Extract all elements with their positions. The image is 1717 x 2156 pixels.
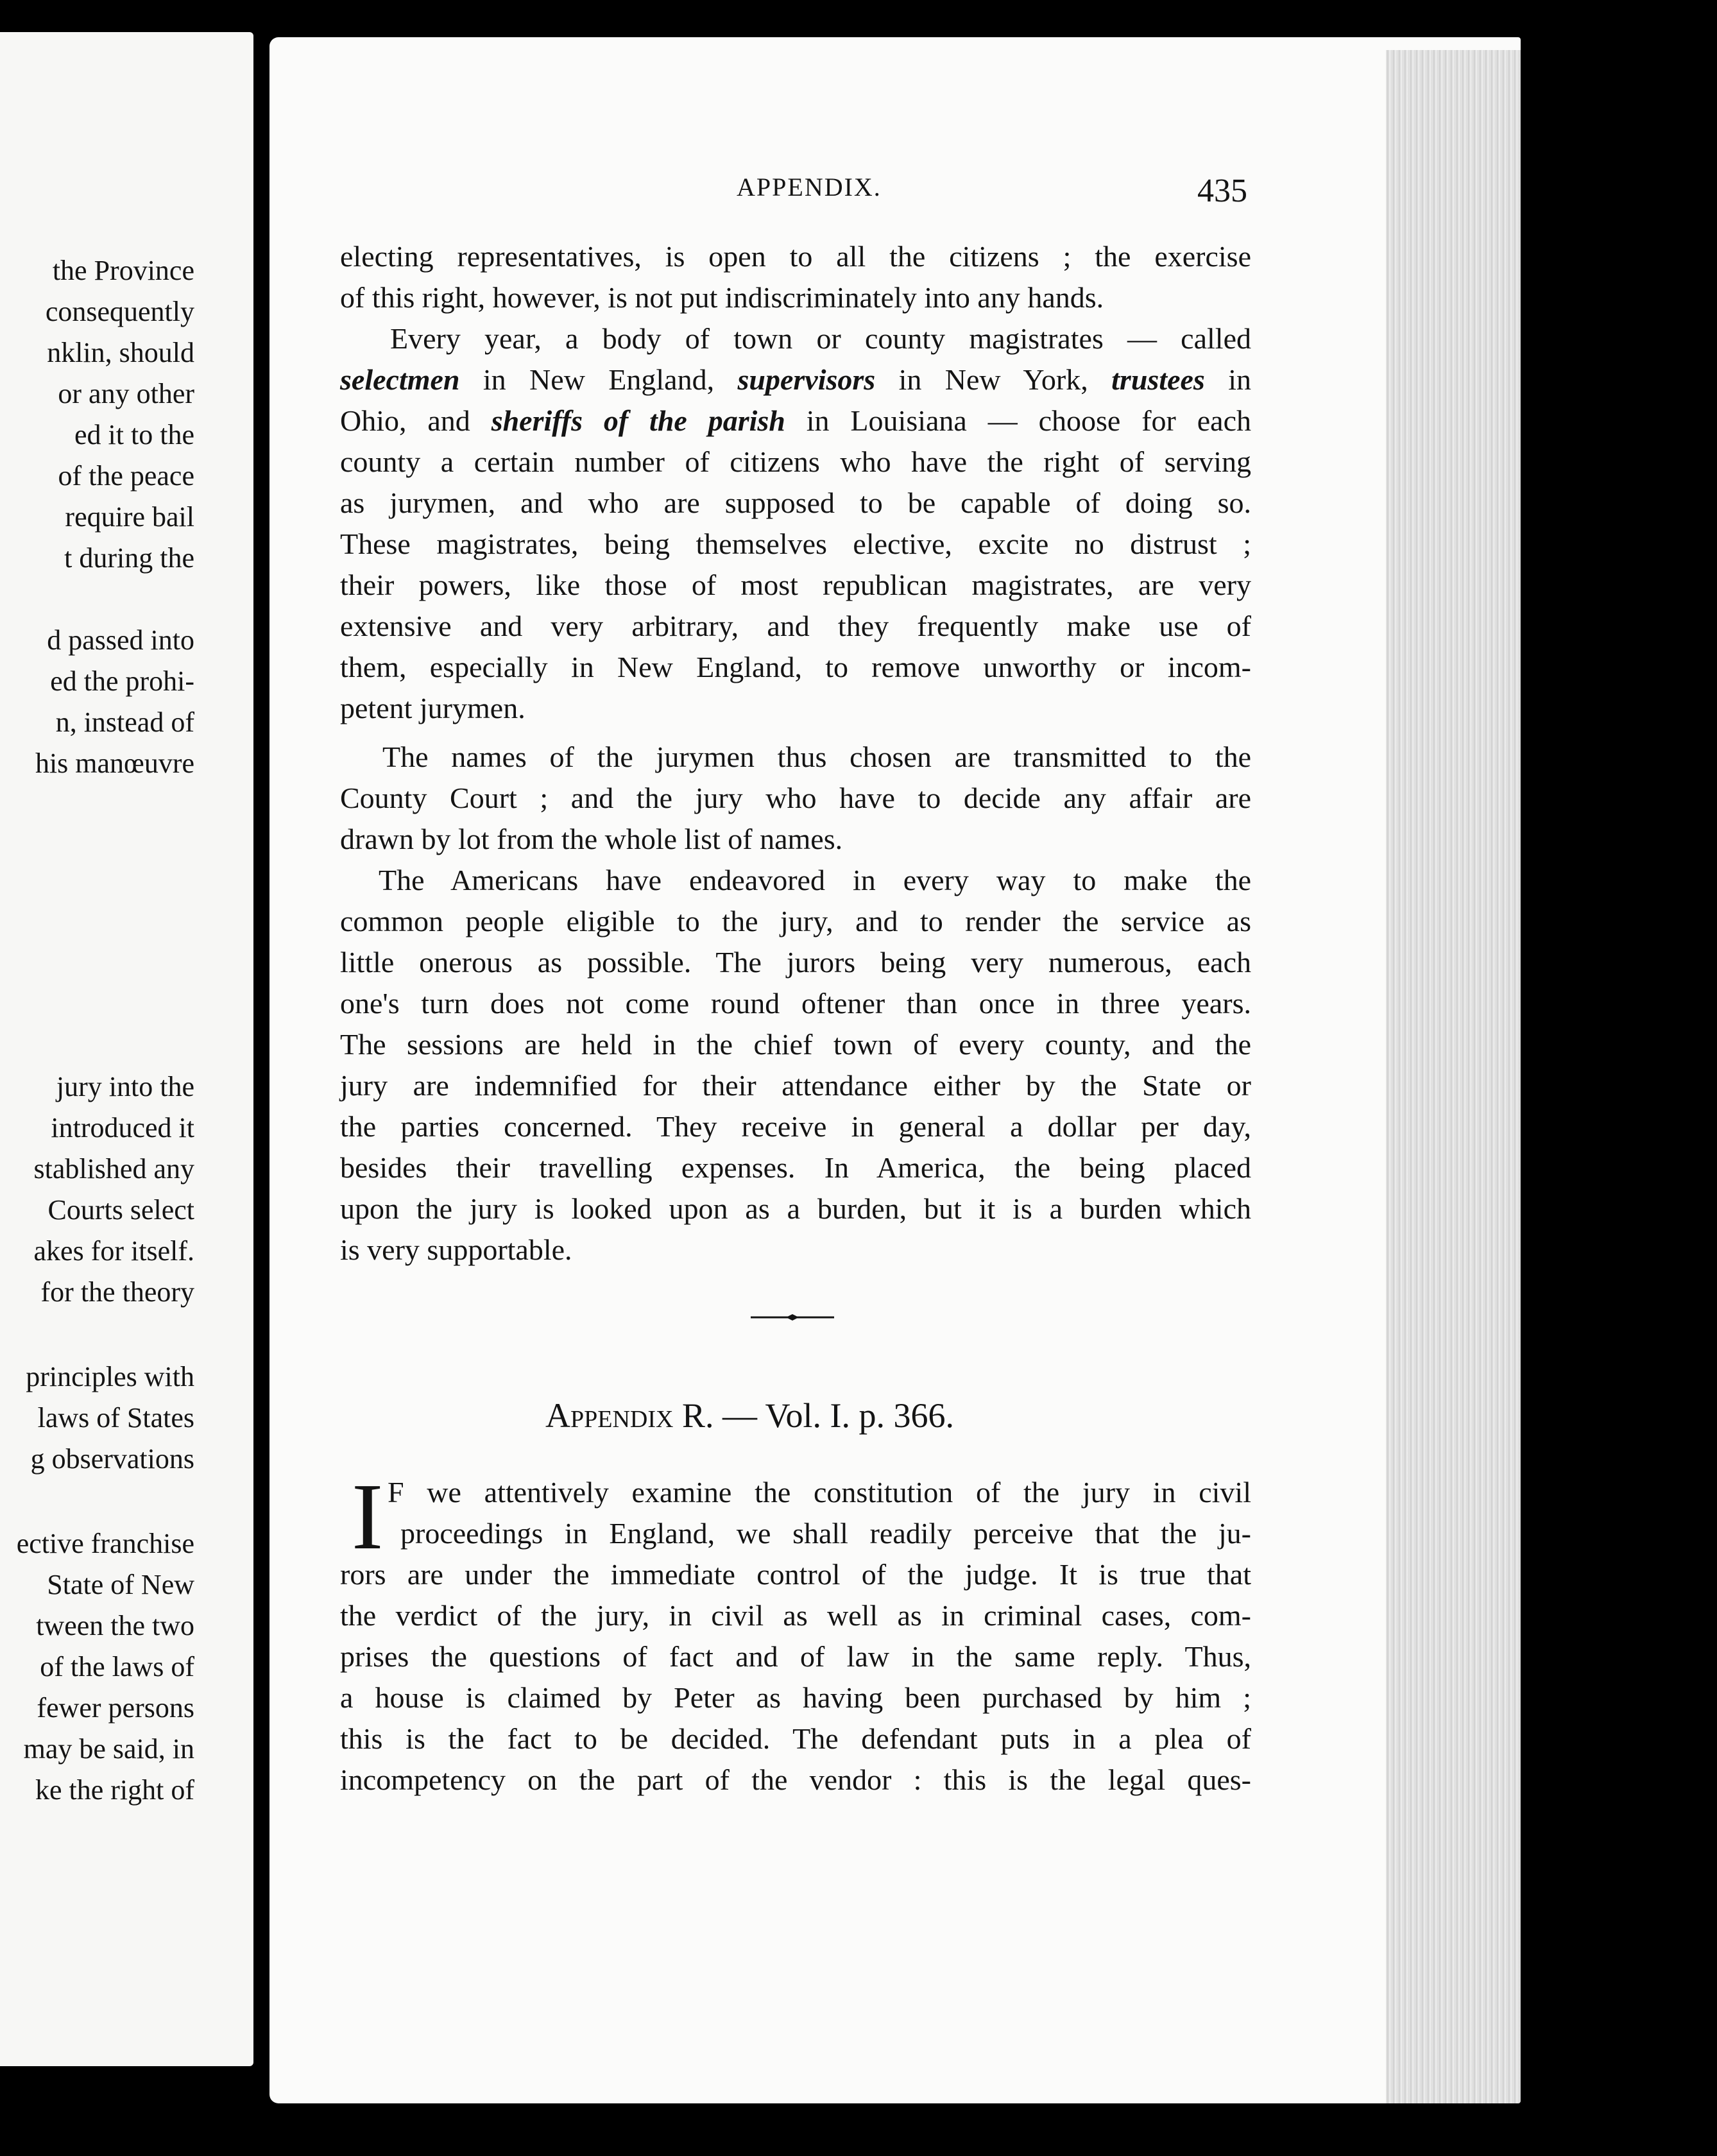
left-page-line: ective franchise — [16, 1528, 194, 1559]
text-line: as jurymen, and who are supposed to be capable of doing so. — [340, 486, 1251, 519]
text-line: the parties concerned. They receive in general a dollar per day, — [340, 1110, 1251, 1143]
text-line: little onerous as possible. The jurors being very numerous, each — [340, 946, 1251, 979]
text-line: of this right, however, is not put indiscriminately into any hands. — [340, 281, 1104, 314]
text-line: The sessions are held in the chief town of every county, and the — [340, 1028, 1251, 1061]
left-page-line: Courts select — [47, 1194, 194, 1226]
text-line: electing representatives, is open to all the citizens ; the exercise — [340, 240, 1251, 273]
left-page-line: ed it to the — [74, 419, 194, 450]
left-page-line: ke the right of — [35, 1774, 194, 1806]
page-edges — [1386, 50, 1521, 2103]
text-line: jury are indemnified for their attendance either by the State or — [340, 1069, 1251, 1102]
left-page-line: laws of States — [37, 1402, 194, 1433]
text-span: in Louisiana — choose for each — [785, 404, 1251, 437]
left-page-line: stablished any — [33, 1153, 194, 1185]
left-page-line: may be said, in — [23, 1733, 194, 1765]
left-page-line: jury into the — [56, 1071, 194, 1102]
left-page-line: his manœuvre — [35, 748, 194, 779]
text-line — [340, 359, 1251, 400]
heading-small-caps: Appendix — [545, 1396, 674, 1435]
text-line: proceedings in England, we shall readily perceive that the ju- — [400, 1517, 1251, 1550]
text-line: petent jurymen. — [340, 692, 525, 724]
text-line: them, especially in New England, to remove unworthy or incom- — [340, 651, 1251, 683]
text-line: this is the fact to be decided. The defendant puts in a plea of — [340, 1722, 1251, 1755]
text-line: upon the jury is looked upon as a burden, but it is a burden which — [340, 1192, 1251, 1225]
left-page-line: d passed into — [47, 624, 194, 656]
left-page-line: or any other — [58, 378, 194, 409]
left-page-line: require bail — [65, 501, 194, 533]
section-heading — [545, 1396, 954, 1435]
left-page-line: g observations — [30, 1443, 194, 1475]
left-page-line: nklin, should — [47, 337, 194, 368]
text-line: incompetency on the part of the vendor : this is the legal ques- — [340, 1763, 1251, 1796]
text-line: Every year, a body of town or county magistrates — called — [390, 322, 1251, 355]
text-span: in — [1204, 363, 1251, 396]
left-page-line: State of New — [47, 1569, 194, 1600]
left-page-line: introduced it — [51, 1112, 194, 1143]
text-line: the verdict of the jury, in civil as well as in criminal cases, com- — [340, 1599, 1251, 1632]
italic-term: trustees — [1111, 363, 1205, 396]
left-page-line: n, instead of — [55, 706, 194, 738]
text-line: extensive and very arbitrary, and they frequently make use of — [340, 610, 1251, 642]
drop-cap: I — [352, 1464, 384, 1570]
text-line — [340, 400, 1251, 441]
left-page-line: fewer persons — [37, 1692, 194, 1724]
text-line: prises the questions of fact and of law in the same reply. Thus, — [340, 1640, 1251, 1673]
italic-term: selectmen — [340, 363, 460, 396]
text-line: common people eligible to the jury, and to render the service as — [340, 905, 1251, 937]
italic-term: supervisors — [737, 363, 876, 396]
text-line: rors are under the immediate control of the judge. It is true that — [340, 1558, 1251, 1591]
text-line: besides their travelling expenses. In America, the being placed — [340, 1151, 1251, 1184]
text-line: is very supportable. — [340, 1233, 572, 1266]
italic-term: sheriffs of the parish — [491, 404, 785, 437]
text-line: one's turn does not come round oftener than once in three years. — [340, 987, 1251, 1020]
running-head: APPENDIX. — [737, 173, 882, 201]
left-page-line: consequently — [45, 296, 194, 327]
text-line: The names of the jurymen thus chosen are transmitted to the — [382, 740, 1251, 773]
text-line: a house is claimed by Peter as having been purchased by him ; — [340, 1681, 1251, 1714]
text-line: drawn by lot from the whole list of names. — [340, 823, 843, 855]
text-line: F we attentively examine the constitution of the jury in civil — [388, 1476, 1251, 1509]
left-page-line: akes for itself. — [33, 1235, 194, 1267]
text-span: in New York, — [875, 363, 1112, 396]
heading-rest: R. — Vol. I. p. 366. — [673, 1396, 955, 1435]
previous-page-fragment — [0, 32, 253, 2066]
left-page-line: t during the — [64, 542, 194, 574]
text-line: County Court ; and the jury who have to decide any affair are — [340, 782, 1251, 814]
text-line: The Americans have endeavored in every way to make the — [379, 864, 1251, 896]
left-page-line: the Province — [52, 255, 194, 286]
text-span: in New England, — [459, 363, 738, 396]
left-page-line: principles with — [26, 1361, 194, 1392]
left-page-line: of the peace — [58, 460, 194, 492]
left-page-line: ed the prohi- — [50, 665, 194, 697]
text-line: their powers, like those of most republican magistrates, are very — [340, 569, 1251, 601]
text-span: Ohio, and — [340, 404, 491, 437]
left-page-line: for the theory — [40, 1276, 194, 1308]
ornament-divider — [751, 1314, 834, 1321]
text-line: These magistrates, being themselves elective, excite no distrust ; — [340, 527, 1251, 560]
page-number: 435 — [1197, 173, 1247, 209]
text-line: county a certain number of citizens who have the right of serving — [340, 445, 1251, 478]
left-page-line: of the laws of — [40, 1651, 194, 1682]
left-page-line: tween the two — [36, 1610, 194, 1641]
